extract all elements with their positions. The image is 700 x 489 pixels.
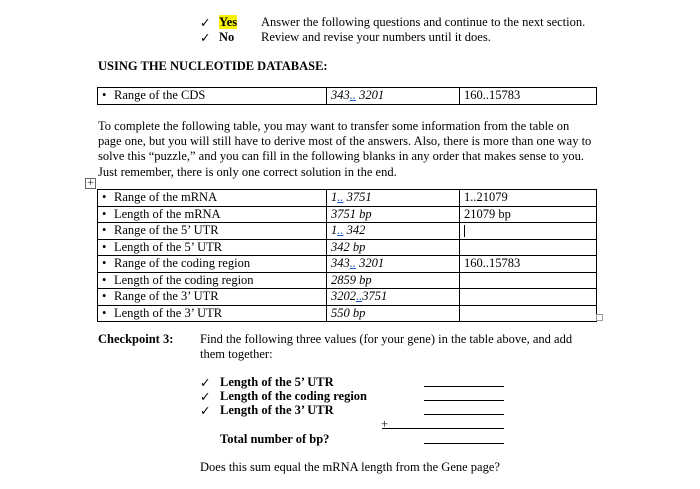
choice-no-label: No [219,30,235,44]
row-label: • Range of the 5’ UTR [98,223,327,240]
table-row [98,289,597,306]
row-value-b[interactable] [460,272,597,289]
row-value-b[interactable] [460,305,597,322]
row-value-a[interactable]: 3202..3751 [327,289,460,306]
table-resize-handle-icon[interactable] [596,314,603,321]
row-label: • Range of the 3’ UTR [98,289,327,306]
plus-sign: + [381,417,389,431]
text-cursor [464,225,465,237]
checkpoint-item-5utr: Length of the 5’ UTR [220,375,334,389]
table-row [98,190,597,207]
answer-line-coding[interactable] [424,400,504,401]
check-icon: ✓ [200,390,211,404]
table-row [98,305,597,322]
answer-line-5utr[interactable] [424,386,504,387]
check-icon: ✓ [200,16,211,30]
row-value-a[interactable]: 2859 bp [327,272,460,289]
choice-no-text: Review and revise your numbers until it does. [261,30,491,44]
row-label: • Range of the mRNA [98,190,327,207]
row-value-b[interactable]: 21079 bp [460,206,597,223]
checkpoint-label: Checkpoint 3: [98,332,174,346]
check-icon: ✓ [200,404,211,418]
row-value-b[interactable] [460,223,597,240]
choice-no [200,30,210,46]
row-value-b[interactable]: 1..21079 [460,190,597,207]
row-value-a[interactable]: 550 bp [327,305,460,322]
table-row [98,206,597,223]
checkpoint-text-line2: them together: [200,347,273,361]
table-move-handle-icon[interactable]: + [86,178,95,188]
table-row [98,223,597,240]
row-value-b[interactable] [460,289,597,306]
table-row [98,256,597,273]
row-label: • Length of the mRNA [98,206,327,223]
check-icon: ✓ [200,376,211,390]
choice-yes-text: Answer the following questions and continue to the next section. [261,15,586,29]
check-icon: ✓ [200,31,211,45]
cds-table [97,87,597,105]
instructions-paragraph: To complete the following table, you may want to transfer some information from the table on page one, but you will still have to derive most of the answers. Also, there is more than one way to solve this “puzzle,” and you can fill in the following blanks in any order that makes sense to you. Just remember, there is only one correct solution in the end. [98,119,592,179]
choice-yes [200,15,210,31]
row-label: • Length of the coding region [98,272,327,289]
choice-yes-label: Yes [219,15,238,29]
cds-value-cell: 160..15783 [460,88,597,105]
section-heading: USING THE NUCLEOTIDE DATABASE: [98,59,328,73]
row-value-b[interactable] [460,239,597,256]
row-value-a[interactable]: 1.. 342 [327,223,460,240]
table-row [98,239,597,256]
checkpoint-item-coding: Length of the coding region [220,389,367,403]
sum-line [382,428,504,429]
table-row [98,88,597,105]
table-row [98,272,597,289]
checkpoint-question: Does this sum equal the mRNA length from the Gene page? [200,460,500,474]
answer-line-3utr[interactable] [424,414,504,415]
row-value-a[interactable]: 3751 bp [327,206,460,223]
checkpoint-item-3utr: Length of the 3’ UTR [220,403,334,417]
cds-range-cell: 343.. 3201 [327,88,460,105]
row-label: • Length of the 3’ UTR [98,305,327,322]
main-table [97,189,597,322]
row-label: • Range of the coding region [98,256,327,273]
checkpoint-text-line1: Find the following three values (for your gene) in the table above, and add [200,332,573,346]
total-label: Total number of bp? [220,432,330,446]
row-label: • Length of the 5’ UTR [98,239,327,256]
row-value-a[interactable]: 342 bp [327,239,460,256]
row-value-a[interactable]: 343.. 3201 [327,256,460,273]
answer-line-total[interactable] [424,443,504,444]
row-value-b[interactable]: 160..15783 [460,256,597,273]
row-value-a[interactable]: 1.. 3751 [327,190,460,207]
cds-label-cell: • Range of the CDS [98,88,327,105]
